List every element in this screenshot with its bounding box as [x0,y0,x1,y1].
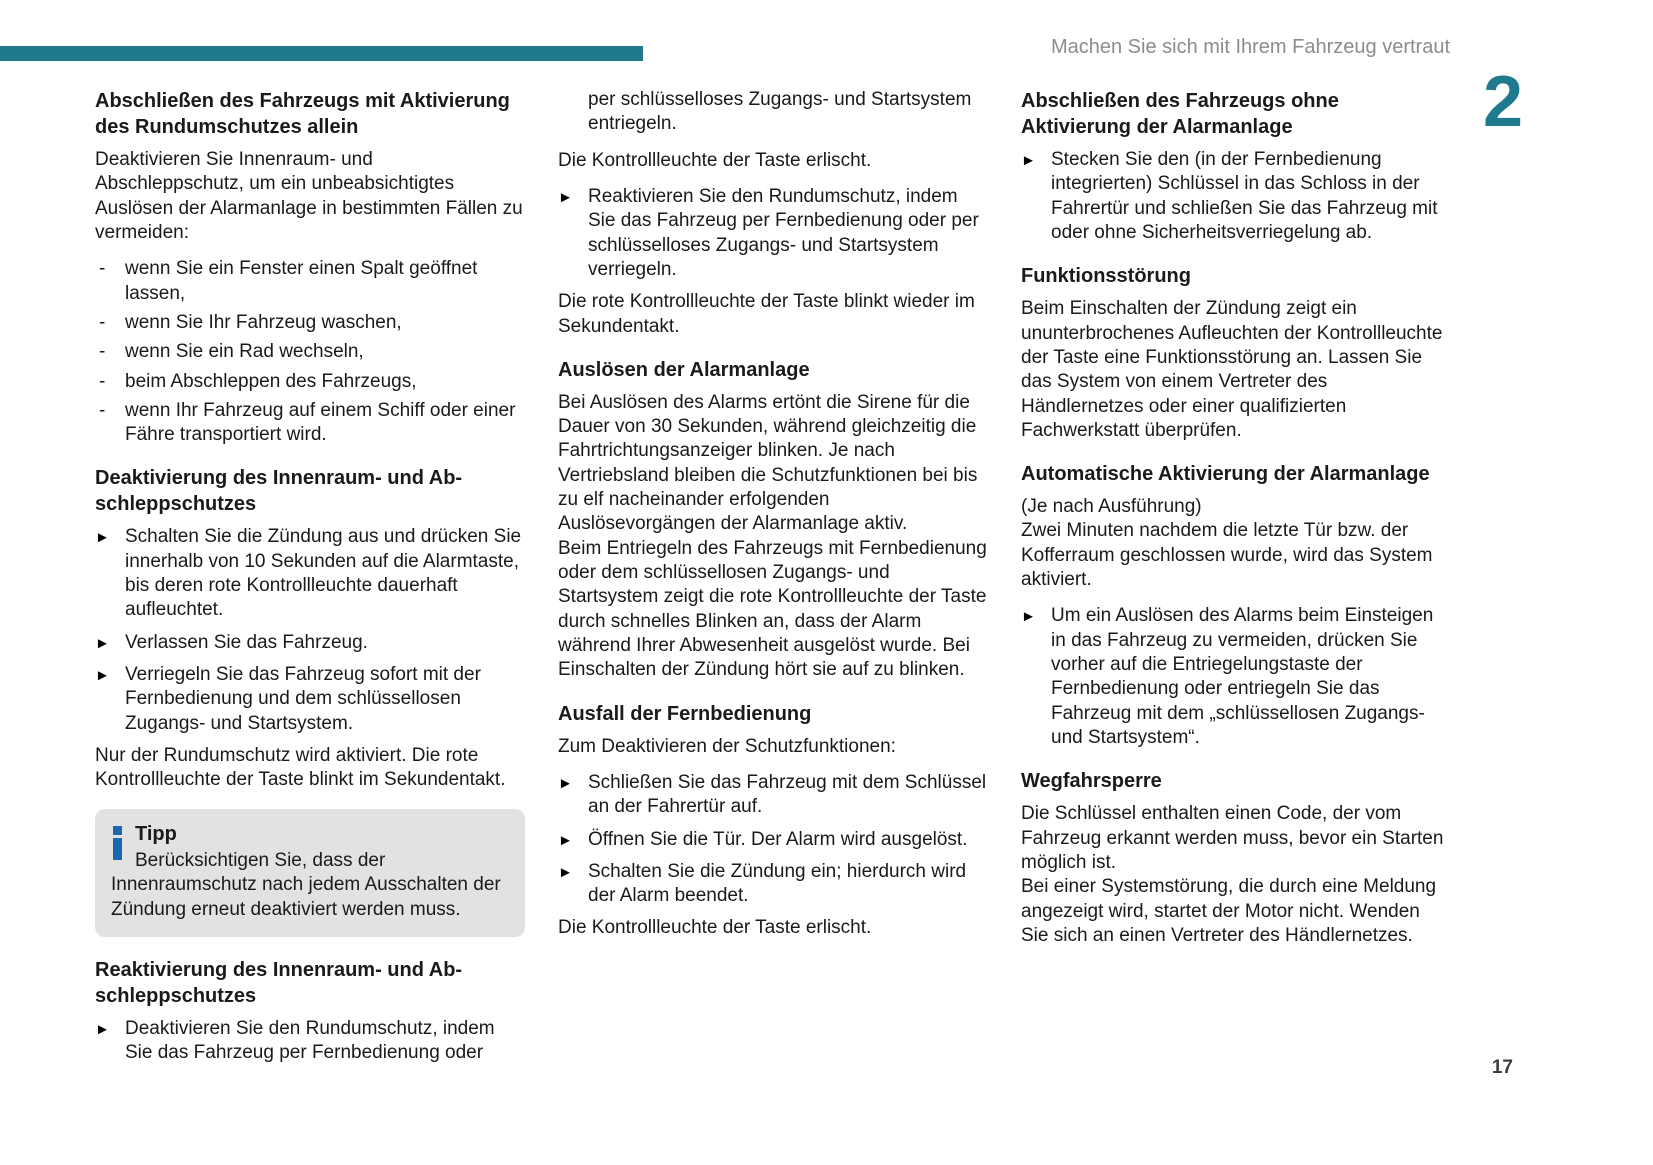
dash-list-item: - wenn Sie ein Fenster einen Spalt geöffnet lassen, [95,257,525,306]
page-number: 17 [1491,1057,1513,1078]
body-paragraph: Bei einer Systemstörung, die durch eine Meldung angezeigt wird, startet der Motor nicht. Wenden Sie sich an einen Vertreter des Händlernetzes. [1021,876,1437,946]
body-paragraph: Zwei Minuten nachdem die letzte Tür bzw. der Kofferraum geschlossen wurde, wird das System aktiviert. [1021,520,1433,591]
arrow-instruction-item [558,828,988,852]
arrow-instruction-item [1021,604,1451,750]
arrow-bullet-icon: ► [95,634,110,652]
tip-text: Berücksichtigen Sie, dass der Innenraumschutz nach jedem Ausschalten der Zündung erneut deaktiviert werden muss. [111,850,501,920]
arrow-instruction-text: Öffnen Sie die Tür. Der Alarm wird ausgelöst. [588,828,968,850]
arrow-bullet-icon: ► [95,1021,110,1039]
info-icon-dot [113,826,122,835]
dash-list [95,257,525,447]
body-paragraph: Deaktivieren Sie Innenraum- und Abschleppschutz, um ein unbeabsichtigtes Auslösen der Alarmanlage in bestimmten Fällen zu vermeiden: [95,149,523,243]
arrow-instruction-item [558,771,988,820]
section-heading: Funktionsstörung [1021,265,1191,288]
section-heading: Reaktivierung des Innenraum- und Ab-schleppschutzes [95,959,463,1008]
dash-list-item: - beim Abschleppen des Fahrzeugs, [95,370,525,394]
dash-list-item: - wenn Sie Ihr Fahrzeug waschen, [95,311,525,335]
dash-list-item: - wenn Sie ein Rad wechseln, [95,340,525,364]
arrow-instruction-item [95,663,525,736]
dash-list-item: - wenn Ihr Fahrzeug auf einem Schiff oder einer Fähre transportiert wird. [95,399,525,448]
chapter-number: 2 [1482,62,1523,142]
tip-box [95,809,525,938]
body-paragraph: Zum Deaktivieren der Schutzfunktionen: [558,735,896,757]
arrow-bullet-icon: ► [1021,152,1036,169]
arrow-instruction-item [95,631,525,655]
arrow-bullet-icon: ► [558,831,573,849]
arrow-bullet-icon: ► [558,774,573,792]
arrow-instruction-text: Deaktivieren Sie den Rundumschutz, indem Sie das Fahrzeug per Fernbedienung oder [125,1018,495,1064]
arrow-instruction-item [1021,148,1451,245]
arrow-instruction-item [558,185,988,282]
section-heading: Deaktivierung des Innenraum- und Ab-schleppschutzes [95,467,463,516]
body-paragraph: Nur der Rundumschutz wird aktiviert. Die rote Kontrollleuchte der Taste blinkt im Sekundentakt. [95,744,506,791]
tip-title: Tipp [135,822,177,845]
info-icon [113,826,122,860]
body-paragraph: (Je nach Ausführung) [1021,496,1202,518]
arrow-instruction-text: Schalten Sie die Zündung aus und drücken Sie innerhalb von 10 Sekunden auf die Alarmtaste, bis deren rote Kontrollleuchte dauerhaft aufleuchtet. [125,526,522,621]
arrow-instruction-text: Verriegeln Sie das Fahrzeug sofort mit der Fernbedienung und dem schlüssellosen Zugangs- und Startsystem. [125,664,481,734]
body-paragraph: Beim Einschalten der Zündung zeigt ein ununterbrochenes Aufleuchten der Kontrollleuchte der Taste eine Funktionsstörung an. Lassen Sie das System von einem Vertreter des Händlernetzes oder einer qualifizierten Fachwerkstatt überprüfen. [1021,298,1443,441]
arrow-instruction-item [558,860,988,909]
arrow-bullet-icon: ► [95,529,110,547]
arrow-instruction-continuation: per schlüsselloses Zugangs- und Startsystem entriegeln. [588,89,972,135]
arrow-instruction-text: Verlassen Sie das Fahrzeug. [125,631,368,653]
arrow-bullet-icon: ► [558,863,573,881]
info-icon-bar [113,838,122,860]
body-paragraph: Bei Auslösen des Alarms ertönt die Sirene für die Dauer von 30 Sekunden, während gleichzeitig die Fahrtrichtungsanzeiger blinken. Je nach Vertriebsland bleiben die Schutzfunktionen bei bis zu elf nacheinander erfolgenden Auslösevorgängen der Alarmanlage aktiv. [558,391,978,535]
section-heading: Abschließen des Fahrzeugs mit Aktivierung des Rundumschutzes allein [95,90,510,138]
body-paragraph: Beim Entriegeln des Fahrzeugs mit Fernbedienung oder dem schlüssellosen Zugangs- und Startsystem zeigt die rote Kontrollleuchte der Taste durch schnelles Blinken an, dass der Alarm während Ihrer Abwesenheit ausgelöst wurde. Bei Einschalten der Zündung hört sie auf zu blinken. [558,537,987,681]
arrow-instruction-text: Reaktivieren Sie den Rundumschutz, indem Sie das Fahrzeug per Fernbedienung oder per schlüsselloses Zugangs- und Startsystem verriegeln. [588,185,979,280]
arrow-instruction-item [95,525,525,622]
arrow-bullet-icon: ► [95,667,110,684]
body-paragraph: Die Kontrollleuchte der Taste erlischt. [558,149,872,171]
arrow-instruction-text: Um ein Auslösen des Alarms beim Einsteigen in das Fahrzeug zu vermeiden, drücken Sie vorher auf die Entriegelungstaste der Fernbedienung oder entriegeln Sie das Fahrzeug mit dem „schlüssellosen Zugangs- und Startsystem“. [1051,605,1434,748]
arrow-instruction-text: Schließen Sie das Fahrzeug mit dem Schlüssel an der Fahrertür auf. [588,771,987,818]
body-paragraph: Die rote Kontrollleuchte der Taste blinkt wieder im Sekundentakt. [558,291,975,337]
body-paragraph: Die Schlüssel enthalten einen Code, der vom Fahrzeug erkannt werden muss, bevor ein Starten möglich ist. [1021,803,1444,873]
running-title: Machen Sie sich mit Ihrem Fahrzeug vertraut [1050,36,1450,58]
section-heading: Automatische Aktivierung der Alarmanlage [1021,463,1430,486]
header-accent-bar [0,46,643,61]
section-heading: Ausfall der Fernbedienung [558,702,812,725]
arrow-instruction-text: Schalten Sie die Zündung ein; hierdurch wird der Alarm beendet. [588,860,967,907]
arrow-instruction-item [95,1017,525,1066]
section-heading: Auslösen der Alarmanlage [558,358,810,381]
arrow-bullet-icon: ► [1021,608,1036,626]
text-column-1 [95,88,525,1074]
text-column-2 [558,88,988,1074]
text-column-3 [1021,88,1451,1074]
arrow-instruction-text: Stecken Sie den (in der Fernbedienung integrierten) Schlüssel in das Schloss in der Fahrertür und schließen Sie das Fahrzeug mit oder ohne Sicherheitsverriegelung ab. [1051,149,1438,243]
body-paragraph: Die Kontrollleuchte der Taste erlischt. [558,917,872,939]
content-columns [95,88,1451,1074]
section-heading: Wegfahrsperre [1021,770,1162,793]
section-heading: Abschließen des Fahrzeugs ohne Aktivierung der Alarmanlage [1021,90,1339,138]
arrow-bullet-icon: ► [558,188,573,206]
